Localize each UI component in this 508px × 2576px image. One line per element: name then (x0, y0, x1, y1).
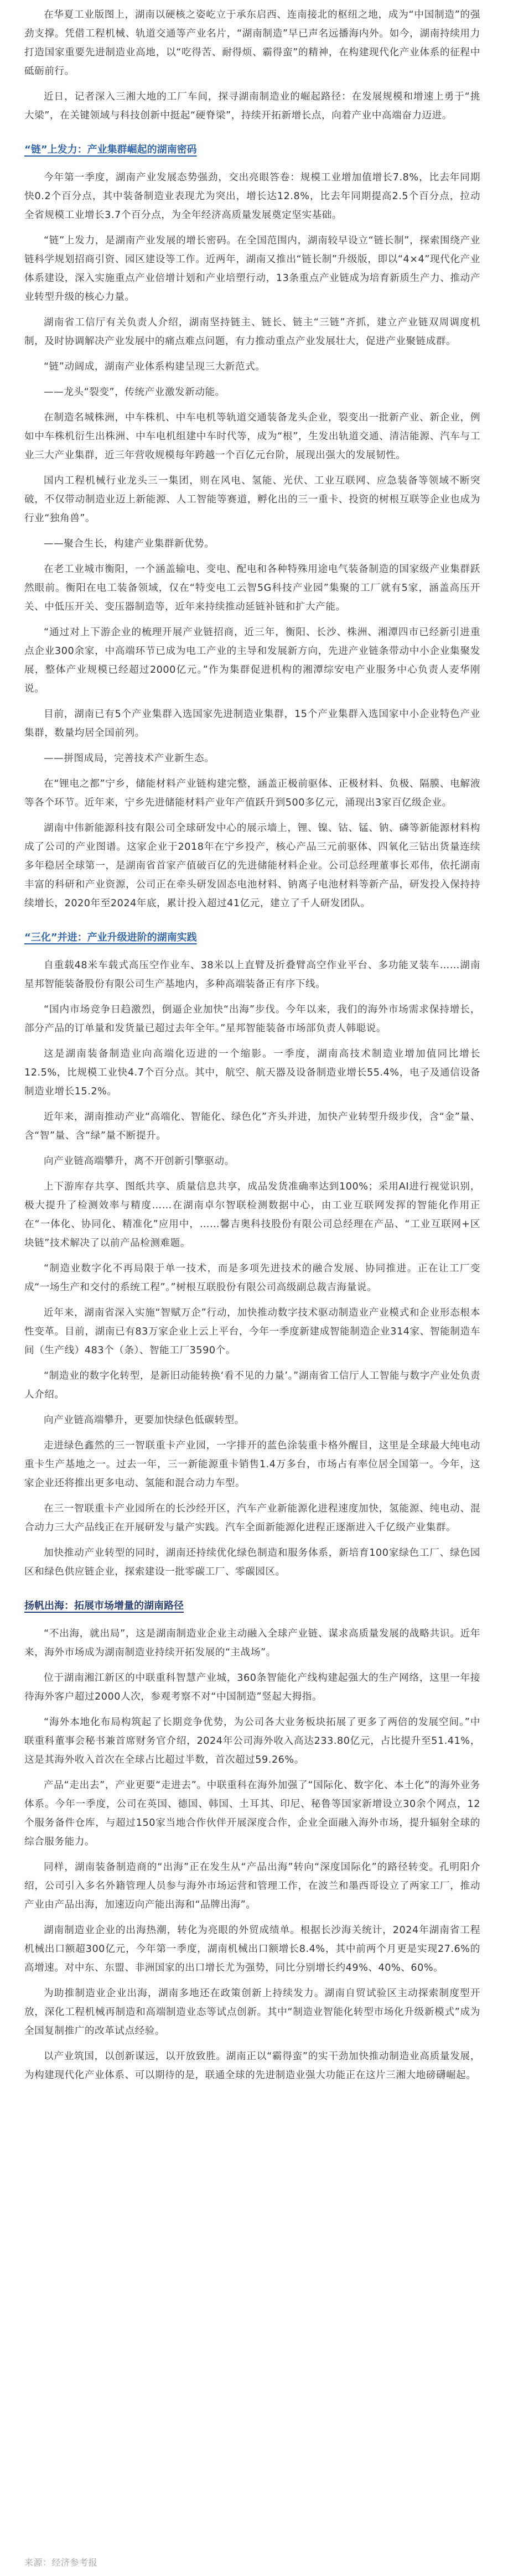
body-paragraph: 国内工程机械行业龙头三一集团，则在风电、氢能、光伏、工业互联网、应急装备等领域不断突破，不仅带动制造业迈上新能源、人工智能等赛道，孵化出的三一重卡、投资的树根互联等企业也成为行业“独角兽”。 (24, 475, 480, 524)
body-paragraph: 湖南中伟新能源科技有限公司全球研发中心的展示墙上，锂、镍、钴、锰、钠、磷等新能源材料构成了公司的产业图谱。这家企业于2018年在宁乡投产，核心产品三元前驱体、四氧化三钴出货量连续多年稳居全球第一，是湖南省首家产值破百亿的先进储能材料企业。公司总经理董事长邓伟，依托湖南丰富的科研和产业资源，公司正在牵头研发固态电池材料、钠离子电池材料等新产品，研发投入保持持续增长，2020年至2024年底，累计投入超过41亿元，建立了千人研发团队。 (24, 823, 480, 909)
subsection-title: ——拼图成局，完善技术产业新生态。 (44, 753, 215, 764)
body-paragraph: 加快推动产业转型的同时，湖南还持续优化绿色制造和服务体系，新培育100家绿色工厂、绿色园区和绿色供应链企业，探索建设一批零碳工厂、零碳园区。 (24, 1547, 480, 1577)
body-paragraph: 近年来，湖南推动产业“高端化、智能化、绿色化”齐头并进，加快产业转型升级步伐，含“金”量、含“智”量、含“绿”量不断提升。 (24, 1112, 480, 1141)
body-paragraph: 目前，湖南已有5个产业集群入选国家先进制造业集群，15个产业集群入选国家中小企业特色产业集群，数量均居全国前列。 (24, 709, 480, 739)
body-paragraph: 向产业链高端攀升，更要加快绿色低碳转型。 (44, 1415, 245, 1426)
body-paragraph: “通过对上下游企业的梳理开展产业链招商，近三年，衡阳、长沙、株洲、湘潭四市已经新引进重点企业300余家，中高端环节已成为电工产业的主导和发展新方向，先进产业链条带动中小企业集聚发展，整体产业规模已经超过2000亿元。”作为集群促进机构的湘潭综安电产业服务中心负责人麦华刚说。 (24, 627, 480, 694)
article-intro (24, 6, 480, 125)
subsection-title: ——聚合生长，构建产业集群新优势。 (44, 538, 215, 549)
intro-paragraph: 近日，记者深入三湘大地的工厂车间，探寻湖南制造业的崛起路径：在发展规模和增速上勇于“挑大梁”，在关键领域与科技创新中挺起“硬脊梁”，持续开拓新增长点，向着产业中高端奋力迈进。 (24, 91, 480, 121)
body-paragraph: 上下游库存共享、图纸共享、质量信息共享，成品发货准确率达到100%；采用AI进行视觉识别，极大提升了检测效率与精度……在湖南卓尔智联检测数据中心，由工业互联网发挥的智能化作用正在“一体化、协同化、精准化”应用中，……馨吉奥科技股份有限公司总经理在产品、“工业互联网+区块链”技术解决了以前产品检测难题。 (24, 1181, 480, 1249)
section-industry-chain (24, 132, 480, 913)
body-paragraph: 在制造名城株洲，中车株机、中车电机等轨道交通装备龙头企业，裂变出一批新产业、新企业，例如中车株机衍生出株洲、中车电机组建中车时代等，成为“根”，生发出轨道交通、清洁能源、汽车与工业三大产业集群，近三年营收规模每年跨越一个百亿元台阶，展现出强大的发展韧性。 (24, 412, 480, 461)
body-paragraph: 走进绿色鑫然的三一智联重卡产业园，一字排开的蓝色涂装重卡格外醒目，这里是全球最大纯电动重卡生产基地之一。过去一年，三一新能源重卡销售1.4万多台，市场占有率位居全国第一。今年，这家企业还将推出更多电动、氢能和混合动力车型。 (24, 1440, 480, 1489)
body-paragraph: 位于湖南湘江新区的中联重科智慧产业城，360条智能化产线构建起强大的生产网络，这里一年接待海外客户超过2000人次，参观考察不对“中国制造”竖起大拇指。 (24, 1673, 480, 1702)
body-paragraph: “链”动阔成，湖南产业体系构建呈现三大新范式。 (44, 361, 266, 372)
body-paragraph: “制造业数字化不再局限于单一技术，而是多项先进技术的融合发展、协同推进。正在让工厂变成“一场生产和交付的系统工程”。”树根互联股份有限公司高级副总裁吉海量说。 (24, 1263, 480, 1293)
body-paragraph: 在“锂电之都”宁乡，储能材料产业链构建完整，涵盖正极前驱体、正极材料、负极、隔膜、电解液等各个环节。近年来，宁乡先进储能材料产业年产值跃升到500多亿元，涌现出3家百亿级企业。 (24, 778, 480, 808)
body-paragraph: 湖南省工信厅有关负责人介绍，湖南坚持链主、链长、链主“三链”齐抓，建立产业链双周调度机制，及时协调解决产业发展中的痛点难点问题，有力推动重点产业发展壮大，促进产业聚链成群。 (24, 317, 480, 347)
section-heading: 扬帆出海：拓展市场增量的湖南路径 (24, 1600, 184, 1612)
body-paragraph: “制造业的数字化转型，是新旧动能转换‘看不见的力量’。”湖南省工信厅人工智能与数字产业处负责人介绍。 (24, 1370, 480, 1400)
body-paragraph: 以产业筑国，以创新谋远，以开放致胜。湖南正以“霸得蛮”的实干劲加快推动制造业高质量发展，为构建现代化产业体系、可以期待的是，联通全球的先进制造业强大功能正在这片三湘大地磅礴崛起。 (24, 2051, 480, 2081)
section-industry-upgrade (24, 920, 480, 1581)
body-paragraph: 湖南制造业企业的出海热潮，转化为亮眼的外贸成绩单。根据长沙海关统计，2024年湖南省工程机械出口额超300亿元，今年第一季度，湖南机械出口额增长8.4%，其中前两个月更是实现27.6%的高增速。对中东、东盟、非洲国家的出口增长尤为强势，同比分别增长约49%、40%、60%。 (24, 1925, 480, 1973)
body-paragraph: 近年来，湖南省深入实施“智赋万企”行动，加快推动数字技术驱动制造业产业模式和企业形态根本性变革。目前，湖南已有83万家企业上云上平台，今年一季度新建成智能制造企业314家、智能制造车间（生产线）483个（条）、智能工厂3590个。 (24, 1307, 480, 1356)
intro-paragraph: 在华夏工业版图上，湖南以硬核之姿屹立于承东启西、连南接北的枢纽之地，成为“中国制造”的强劲支撑。凭借工程机械、轨道交通等产业名片，“湖南制造”早已声名远播海内外。如今，湖南持续用力打造国家重要先进制造业高地，以“吃得苦、耐得烦、霸得蛮”的精神，在构建现代化产业体系的征程中砥砺前行。 (24, 9, 480, 77)
body-paragraph: 同样，湖南装备制造商的“出海”正在发生从“产品出海”转向“深度国际化”的路径转变。孔明阳介绍，公司引入多名外籍管理人员参与海外市场运营和管理工作，在波兰和墨西哥设立了两家工厂，推动产业由产品出海，加速迈向产能出海和“品牌出海”。 (24, 1862, 480, 1910)
section-heading: “三化”并进：产业升级进阶的湖南实践 (24, 932, 197, 943)
section-heading: “链”上发力：产业集群崛起的湖南密码 (24, 144, 197, 155)
body-paragraph: “海外本地化布局构筑起了长期竞争优势，为公司各大业务板块拓展了更多了两倍的发展空间。”中联重科董事会秘书兼首席财务官介绍，2024年公司海外收入高达233.80亿元，占比提升至51.41%，这是其海外收入首次在全球占比超过半数，首次超过59.26%。 (24, 1717, 480, 1765)
body-paragraph: 在三一智联重卡产业园所在的长沙经开区，汽车产业新能源化进程速度加快，氢能源、纯电动、混合动力三大产品线正在开展研发与量产实践。汽车全面新能源化进程正逐渐进入千亿级产业集群。 (24, 1503, 480, 1533)
article-source: 来源：经济参考报 (24, 2557, 98, 2568)
body-paragraph: 在老工业城市衡阳，一个涵盖输电、变电、配电和各种特殊用途电气装备制造的国家级产业集群跃然眼前。衡阳在电工装备领域，仅在“特变电工云智5G科技产业园”集聚的工厂就有5家，涵盖高压开关、中低压开关、变压器制造等，近年来持续推动延链补链和扩大产能。 (24, 564, 480, 612)
body-paragraph: 产品“走出去”，产业更要“走进去”。中联重科在海外加强了“国际化、数字化、本土化”的海外业务体系。今年一季度，公司在英国、德国、韩国、土耳其、印尼、秘鲁等国家新增设立30余个网点，12个服务备件仓库，与超过150家当地合作伙伴开展深度合作，企业全面融入海外市场，提升辐射全球的综合服务能力。 (24, 1780, 480, 1847)
body-paragraph: 这是湖南装备制造业向高端化迈进的一个缩影。一季度，湖南高技术制造业增加值同比增长12.5%，比规模工业快4.7个百分点。其中，航空、航天器及设备制造业增长55.4%，电子及通信设备制造业增长15.2%。 (24, 1048, 480, 1097)
body-paragraph: 向产业链高端攀升，离不开创新引擎驱动。 (44, 1156, 235, 1167)
body-paragraph: “链”上发力，是湖南产业发展的增长密码。在全国范围内，湖南较早设立“链长制”，探索围绕产业链科学规划招商引资、园区建设等工作。近两年，湖南又推出“链长制”升级版，即以“4×4”现代化产业体系建设，深入实施重点产业倍增计划和产业培塑行动，13条重点产业链成为培育新质生产力、推动产业转型升级的核心力量。 (24, 235, 480, 303)
body-paragraph: 今年第一季度，湖南产业发展态势强劲，交出亮眼答卷：规模工业增加值增长7.8%，比去年同期快0.2个百分点，其中装备制造业表现尤为突出，增长达12.8%，比去年同期提高2.5个百分点，拉动全省规模工业增长3.7个百分点，为全年经济高质量发展奠定坚实基础。 (24, 172, 480, 221)
body-paragraph: “不出海，就出局”，这是湖南制造业企业主动融入全球产业链、谋求高质量发展的战略共识。近年来，海外市场成为湖南制造业持续开拓发展的“主战场”。 (24, 1628, 480, 1658)
body-paragraph: “国内市场竞争日趋激烈，倒逼企业加快“出海”步伐。今年以来，我们的海外市场需求保持增长，部分产品的订单量和发货量已超过去年全年。”星邦智能装备市场部负责人韩聪说。 (24, 1004, 480, 1034)
body-paragraph: 为助推制造业企业出海，湖南多地还在政策创新上持续发力。湖南自贸试验区主动探索制度型开放，深化工程机械再制造和高端制造业态等试点创新。其中“制造业智能化转型市场化升级新模式”成为全国复制推广的改革试点经验。 (24, 1988, 480, 2037)
subsection-title: ——龙头“裂变”，传统产业激发新动能。 (44, 387, 225, 398)
section-going-global (24, 1588, 480, 2085)
body-paragraph: 自重载48米车载式高压空作业车、38米以上直臂及折叠臂高空作业平台、多功能叉装车……湖南星邦智能装备股份有限公司生产基地内，多种高端装备正有序下线。 (24, 960, 480, 990)
